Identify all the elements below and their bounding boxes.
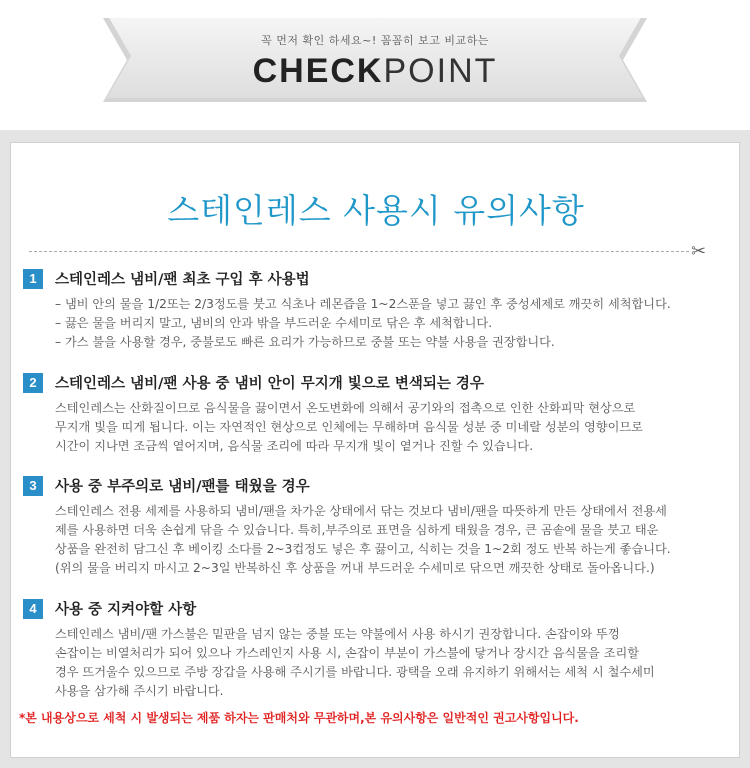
section-number-badge: 1 <box>23 269 43 289</box>
section-body <box>55 399 735 456</box>
body-line: 스테인레스 냄비/팬 가스불은 밑판을 넘지 않는 중불 또는 약불에서 사용 하시기 권장합니다. 손잡이와 뚜껑 <box>55 627 620 641</box>
banner-title <box>103 52 647 91</box>
section-title: 사용 중 부주의로 냄비/팬를 태웠을 경우 <box>55 479 310 495</box>
notice-card <box>10 142 740 758</box>
scissors-icon: ✂ <box>691 241 707 262</box>
section-number-badge: 2 <box>23 373 43 393</box>
page-title: 스테인레스 사용시 유의사항 <box>167 191 585 230</box>
body-line: 상품을 완전히 담그신 후 베이킹 소다를 2~3컵정도 넣은 후 끓이고, 식히는 것을 1~2회 정도 반복 하는게 좋습니다. <box>55 542 671 556</box>
checkpoint-banner <box>0 0 750 130</box>
body-line: 손잡이는 비열처리가 되어 있으나 가스레인지 사용 시, 손잡이 부분이 가스불에 닿거나 장시간 음식물을 조리할 <box>55 646 640 660</box>
body-line: 사용을 삼가해 주시기 바랍니다. <box>55 684 224 698</box>
banner-title-bold: CHECK <box>252 52 384 90</box>
body-line: 무지개 빛을 띠게 됩니다. 이는 자연적인 현상으로 인체에는 무해하며 음식물 성분 중 미네랄 성분의 영향이므로 <box>55 420 643 434</box>
body-line: – 가스 불을 사용할 경우, 중불로도 빠른 요리가 가능하므로 중불 또는 약불 사용을 권장합니다. <box>55 335 555 349</box>
section-number-badge: 4 <box>23 599 43 619</box>
body-line: – 끓은 물을 버리지 말고, 냄비의 안과 밖을 부드러운 수세미로 닦은 후 세척합니다. <box>55 316 493 330</box>
body-line: 제를 사용하면 더욱 손쉽게 닦을 수 있습니다. 특히,부주의로 표면을 심하게 태웠을 경우, 큰 곰솥에 물을 붓고 태운 <box>55 523 659 537</box>
body-line: – 냄비 안의 물을 1/2또는 2/3정도를 붓고 식초나 레몬즙을 1~2스푼을 넣고 끓인 후 중성세제로 깨끗히 세척합니다. <box>55 297 671 311</box>
banner-title-light: POINT <box>383 52 498 90</box>
body-line: 경우 뜨거울수 있으므로 주방 장갑을 사용해 주시기를 바랍니다. 광택을 오래 유지하기 위해서는 세척 시 철수세미 <box>55 665 655 679</box>
disclaimer-note: *본 내용상으로 세척 시 발생되는 제품 하자는 판매처와 무관하며,본 유의사항은 일반적인 권고사항입니다. <box>19 711 579 725</box>
section-title: 사용 중 지켜야할 사항 <box>55 602 197 618</box>
section-body <box>55 502 735 578</box>
body-line: 시간이 지나면 조금씩 옅어지며, 음식물 조리에 따라 무지개 빛이 옅거나 진할 수 있습니다. <box>55 439 534 453</box>
body-line: (위의 물을 버리지 마시고 2~3일 반복하신 후 상품을 꺼내 부드러운 수세미로 닦으면 깨끗한 상태로 돌아옵니다.) <box>55 561 655 575</box>
content-frame <box>0 130 750 768</box>
section-body <box>55 625 735 701</box>
section-body <box>55 295 735 352</box>
section-title: 스테인레스 냄비/팬 사용 중 냄비 안이 무지개 빛으로 변색되는 경우 <box>55 376 484 392</box>
body-line: 스테인레스는 산화질이므로 음식물을 끓이면서 온도변화에 의해서 공기와의 접촉으로 인한 산화피막 현상으로 <box>55 401 636 415</box>
body-line: 스테인레스 전용 세제를 사용하되 냄비/팬을 차가운 상태에서 닦는 것보다 냄비/팬을 따뜻하게 만든 상태에서 전용세 <box>55 504 667 518</box>
checkpoint-ribbon <box>103 18 647 104</box>
banner-subtitle: 꼭 먼저 확인 하세요~! 꼼꼼히 보고 비교하는 <box>261 34 489 47</box>
section-title: 스테인레스 냄비/팬 최초 구입 후 사용법 <box>55 272 310 288</box>
section-number-badge: 3 <box>23 476 43 496</box>
dashed-divider <box>29 251 689 252</box>
